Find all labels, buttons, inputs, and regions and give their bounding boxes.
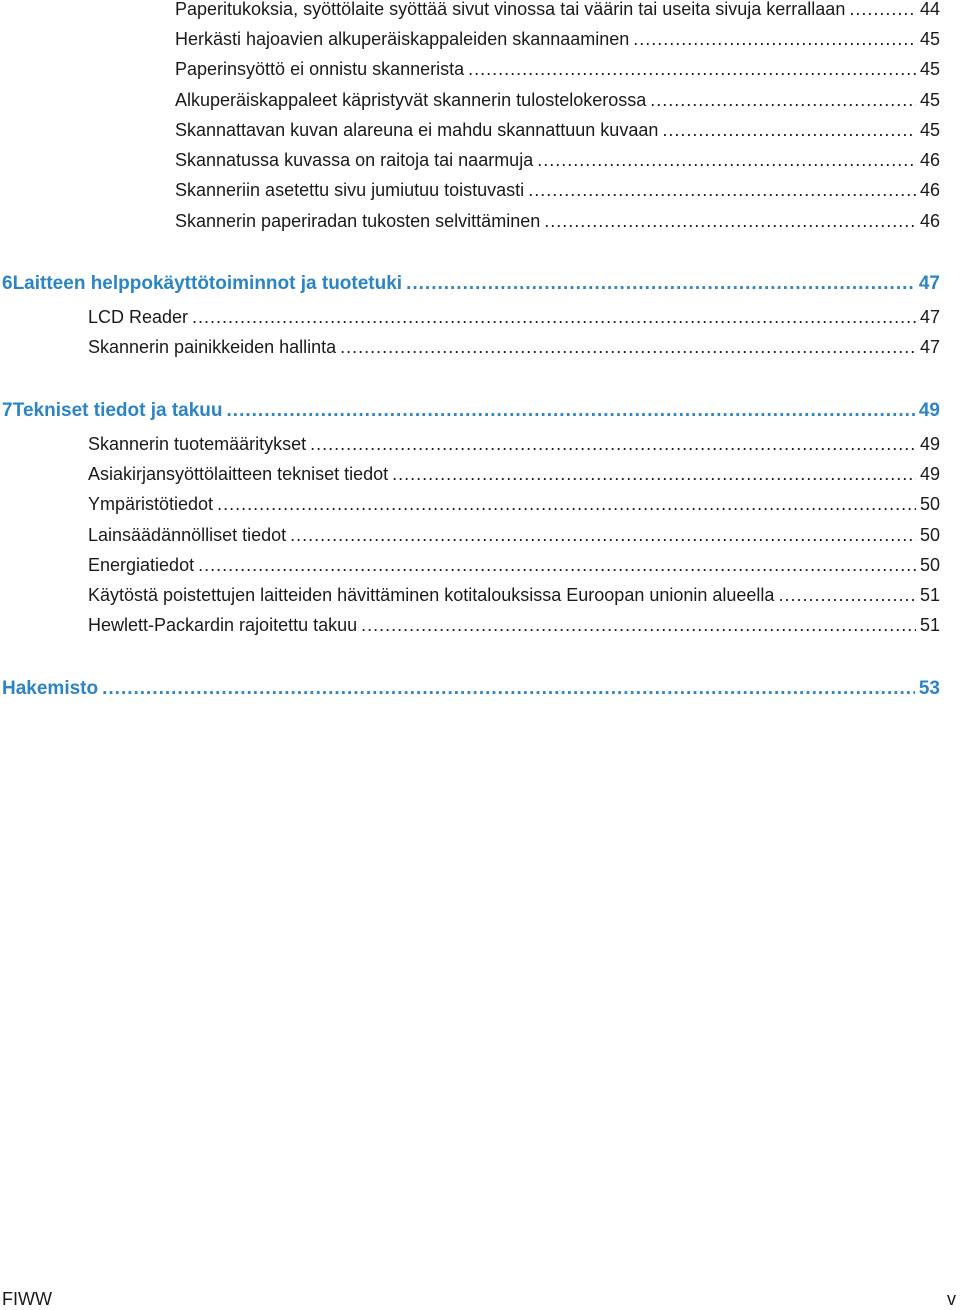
toc-chapter-page: 53 <box>918 678 940 699</box>
dot-leader <box>662 118 916 142</box>
toc-entry-title: Skannerin tuotemääritykset <box>88 434 307 454</box>
dot-leader <box>468 57 916 81</box>
footer-page-number: v <box>947 1289 956 1309</box>
dot-leader <box>102 677 915 701</box>
toc-entry[interactable] <box>175 57 940 81</box>
toc-entry-title: Alkuperäiskappaleet käpristyvät skannerin tulostelokerossa <box>175 90 647 110</box>
dot-leader <box>849 0 916 21</box>
toc-chapter[interactable] <box>2 399 940 423</box>
toc-entry-title: Hewlett-Packardin rajoitettu takuu <box>88 615 358 635</box>
toc-entry-page: 51 <box>919 615 940 635</box>
toc-entry-page: 50 <box>919 525 940 545</box>
toc-chapter-title: Tekniset tiedot ja takuu <box>12 400 223 421</box>
toc-entry[interactable] <box>88 613 940 637</box>
toc-entry-page: 47 <box>919 307 940 327</box>
toc-entry-title: Skannattavan kuvan alareuna ei mahdu skannattuun kuvaan <box>175 120 659 140</box>
toc-chapter-page: 47 <box>918 273 940 294</box>
toc-entry-page: 50 <box>919 494 940 514</box>
toc-entry[interactable] <box>175 88 940 112</box>
dot-leader <box>392 462 916 486</box>
toc-entry[interactable] <box>175 148 940 172</box>
footer-document-code: FIWW <box>2 1289 52 1309</box>
toc-entry[interactable] <box>88 553 940 577</box>
dot-leader <box>217 492 916 516</box>
toc-entry-title: Herkästi hajoavien alkuperäiskappaleiden skannaaminen <box>175 29 630 49</box>
toc-entry-title: Ympäristötiedot <box>88 494 214 514</box>
dot-leader <box>192 305 916 329</box>
toc-entry[interactable] <box>88 432 940 456</box>
toc-entry[interactable] <box>88 462 940 486</box>
toc-entry-page: 46 <box>919 150 940 170</box>
toc-entry-title: Skanneriin asetettu sivu jumiutuu toistuvasti <box>175 180 525 200</box>
toc-chapter-title: Hakemisto <box>2 678 99 699</box>
dot-leader <box>406 272 915 296</box>
dot-leader <box>633 27 916 51</box>
toc-entry[interactable] <box>175 178 940 202</box>
toc-entry[interactable] <box>175 0 940 21</box>
toc-entry[interactable] <box>88 305 940 329</box>
toc-entry-page: 46 <box>919 180 940 200</box>
dot-leader <box>290 523 916 547</box>
toc-entry-page: 49 <box>919 434 940 454</box>
dot-leader <box>227 399 915 423</box>
toc-entry-title: Paperinsyöttö ei onnistu skannerista <box>175 59 465 79</box>
dot-leader <box>528 178 916 202</box>
toc-entry-title: Energiatiedot <box>88 555 195 575</box>
toc-entry-page: 45 <box>919 29 940 49</box>
toc-entry-title: LCD Reader <box>88 307 189 327</box>
toc-entry-page: 45 <box>919 90 940 110</box>
toc-entry-title: Skannatussa kuvassa on raitoja tai naarmuja <box>175 150 534 170</box>
toc-entry-title: Käytöstä poistettujen laitteiden hävittäminen kotitalouksissa Euroopan unionin alueella <box>88 585 775 605</box>
toc-entry-title: Asiakirjansyöttölaitteen tekniset tiedot <box>88 464 389 484</box>
toc-entry-title: Skannerin painikkeiden hallinta <box>88 337 337 357</box>
toc-entry[interactable] <box>88 523 940 547</box>
dot-leader <box>650 88 916 112</box>
dot-leader <box>310 432 916 456</box>
dot-leader <box>537 148 916 172</box>
toc-chapter-page: 49 <box>918 400 940 421</box>
toc-entry-page: 46 <box>919 211 940 231</box>
dot-leader <box>340 335 916 359</box>
toc-entry[interactable] <box>88 335 940 359</box>
toc-chapter[interactable] <box>2 677 940 701</box>
toc-entry-page: 44 <box>919 0 940 19</box>
toc-entry-title: Lainsäädännölliset tiedot <box>88 525 287 545</box>
toc-entry-page: 47 <box>919 337 940 357</box>
toc-entry-page: 45 <box>919 59 940 79</box>
dot-leader <box>361 613 916 637</box>
toc-entry-title: Paperitukoksia, syöttölaite syöttää sivut vinossa tai väärin tai useita sivuja kerrallaan <box>175 0 846 19</box>
dot-leader <box>544 209 916 233</box>
toc-entry[interactable] <box>175 27 940 51</box>
chapter-number: 7 <box>2 400 13 421</box>
toc-entry-page: 51 <box>919 585 940 605</box>
toc-chapter[interactable] <box>2 272 940 296</box>
dot-leader <box>198 553 916 577</box>
chapter-number: 6 <box>2 273 13 294</box>
toc-entry[interactable] <box>175 118 940 142</box>
toc-entry[interactable] <box>88 583 940 607</box>
toc-entry[interactable] <box>88 492 940 516</box>
toc-entry-page: 45 <box>919 120 940 140</box>
toc-entry[interactable] <box>175 209 940 233</box>
toc-entry-page: 50 <box>919 555 940 575</box>
toc-entry-page: 49 <box>919 464 940 484</box>
dot-leader <box>778 583 916 607</box>
toc-entry-title: Skannerin paperiradan tukosten selvittäminen <box>175 211 541 231</box>
toc-chapter-title: Laitteen helppokäyttötoiminnot ja tuotetuki <box>12 273 403 294</box>
